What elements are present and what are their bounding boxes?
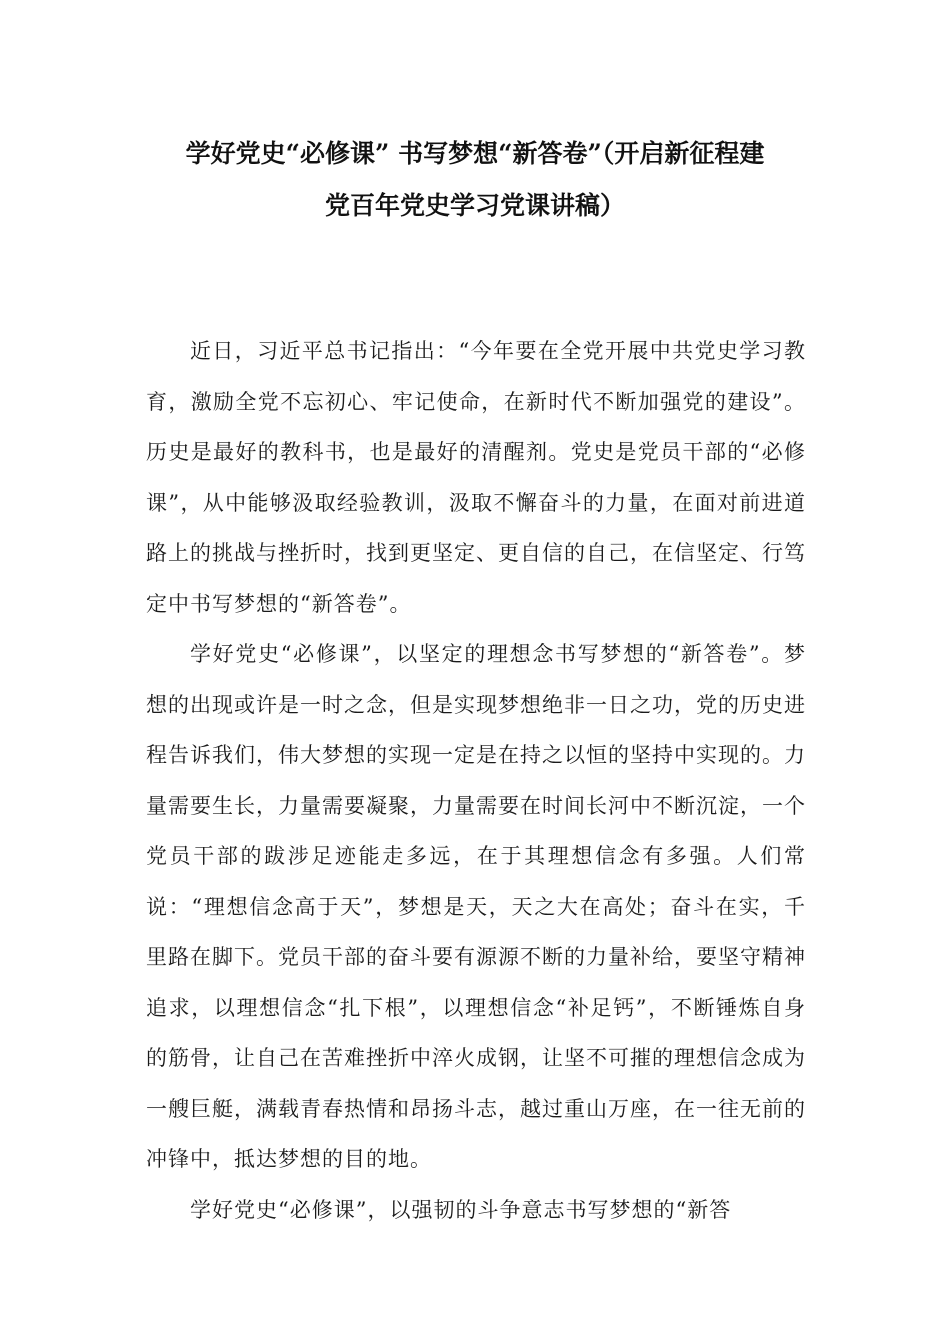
body-paragraph-3: 学好党史“必修课”，以强韧的斗争意志书写梦想的“新答 [190,1197,732,1222]
document-body [146,326,806,1235]
document-title-line-1: 学好党史“必修课” 书写梦想“新答卷”（开启新征程建 [185,139,765,168]
document-title-line-2: 党百年党史学习党课讲稿） [324,191,625,220]
body-paragraph-1: 近日，习近平总书记指出：“今年要在全党开展中共党史学习教育，激励全党不忘初心、牢记使命，在新时代不断加强党的建设”。历史是最好的教科书，也是最好的清醒剂。党史是党员干部的“必修课”，从中能够汲取经验教训，汲取不懈奋斗的力量，在面对前进道路上的挑战与挫折时，找到更坚定、更自信的自己，在信坚定、行笃定中书写梦想的“新答卷”。 [146,339,806,616]
body-paragraph-2: 学好党史“必修课”，以坚定的理想念书写梦想的“新答卷”。梦想的出现或许是一时之念，但是实现梦想绝非一日之功，党的历史进程告诉我们，伟大梦想的实现一定是在持之以恒的坚持中实现的。力量需要生长，力量需要凝聚，力量需要在时间长河中不断沉淀，一个党员干部的跋涉足迹能走多远，在于其理想信念有多强。人们常说：“理想信念高于天”，梦想是天，天之大在高处；奋斗在实，千里路在脚下。党员干部的奋斗要有源源不断的力量补给，要坚守精神追求，以理想信念“扎下根”，以理想信念“补足钙”，不断锤炼自身的筋骨，让自己在苦难挫折中淬火成钢，让坚不可摧的理想信念成为一艘巨艇，满载青春热情和昂扬斗志，越过重山万座，在一往无前的冲锋中，抵达梦想的目的地。 [146,642,806,1171]
document-title [100,128,850,232]
